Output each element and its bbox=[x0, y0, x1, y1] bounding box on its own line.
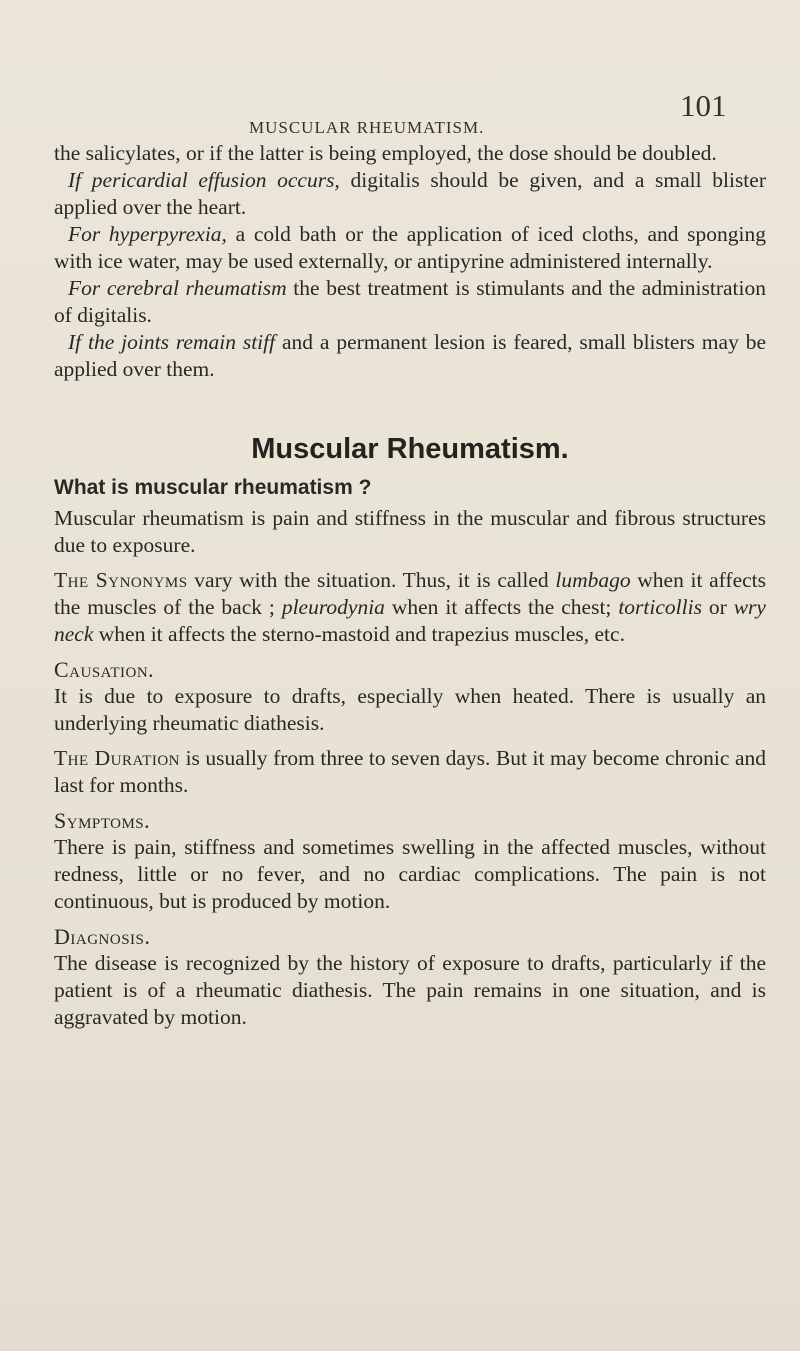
diagnosis-text: The disease is recognized by the history of exposure to drafts, particularly if the patient is of a rheumatic diathesis. The pain remains in one situation, and is aggravated by motion. bbox=[54, 951, 766, 1029]
symptoms-text: There is pain, stiffness and sometimes swelling in the affected muscles, without redness, little or no fever, and no cardiac complications. The pain is not continuous, but is produced by motion. bbox=[54, 835, 766, 913]
lead-pericardial: If pericardial effusion occurs, bbox=[68, 168, 340, 192]
page-header bbox=[0, 88, 800, 137]
paragraph-synonyms bbox=[54, 567, 766, 648]
causation-text: It is due to exposure to drafts, especially when heated. There is usually an underlying rheumatic diathesis. bbox=[54, 684, 766, 735]
page-number: 101 bbox=[680, 88, 727, 123]
paragraph-pericardial bbox=[54, 167, 766, 221]
synonyms-text-3: when it affects the chest; bbox=[384, 595, 619, 619]
question: What is muscular rheumatism ? bbox=[54, 476, 372, 499]
symptoms-title: Symptoms. bbox=[54, 808, 151, 833]
paragraph-hyperpyrexia bbox=[54, 221, 766, 275]
synonyms-text-2: when it affects the muscles of the back ; bbox=[54, 568, 767, 619]
lead-joints: If the joints remain stiff bbox=[68, 330, 276, 354]
section-heading: Muscular Rheumatism. bbox=[251, 433, 569, 465]
text-hyperpyrexia: a cold bath or the application of iced cloths, and sponging with ice water, may be used externally, or antipyrine administered internally. bbox=[54, 222, 767, 273]
paragraph-joints bbox=[54, 329, 766, 383]
synonyms-text-1: vary with the situation. Thus, it is called bbox=[187, 568, 556, 592]
diagnosis-title: Diagnosis. bbox=[54, 924, 151, 949]
text-joints: and a permanent lesion is feared, small blisters may be applied over them. bbox=[54, 330, 766, 381]
text-cerebral: the best treatment is stimulants and the administration of digitalis. bbox=[54, 276, 767, 327]
duration-text: is usually from three to seven days. But it may become chronic and last for months. bbox=[54, 746, 766, 797]
lead-cerebral: For cerebral rheumatism bbox=[68, 276, 287, 300]
synonyms-label: The Synonyms bbox=[54, 568, 188, 592]
answer: Muscular rheumatism is pain and stiffness in the muscular and fibrous structures due to exposure. bbox=[54, 506, 766, 557]
term-wry-neck: wry neck bbox=[54, 595, 766, 646]
paragraph-cerebral bbox=[54, 275, 766, 329]
paragraph-duration bbox=[54, 745, 766, 799]
lead-hyperpyrexia: For hyperpyrexia, bbox=[68, 222, 227, 246]
page-body bbox=[54, 140, 766, 1031]
causation-title: Causation. bbox=[54, 657, 155, 682]
synonyms-text-4: or bbox=[701, 595, 734, 619]
synonyms-text-5: when it affects the sterno-mastoid and trapezius muscles, etc. bbox=[93, 622, 625, 646]
term-pleurodynia: pleurodynia bbox=[281, 595, 385, 619]
term-lumbago: lumbago bbox=[555, 568, 631, 592]
text-pericardial: digitalis should be given, and a small blister applied over the heart. bbox=[54, 168, 766, 219]
running-head: MUSCULAR RHEUMATISM. bbox=[249, 118, 485, 137]
term-torticollis: torticollis bbox=[618, 595, 702, 619]
duration-label: The Duration bbox=[54, 746, 181, 770]
paragraph-salicylates: the salicylates, or if the latter is being employed, the dose should be doubled. bbox=[54, 141, 717, 165]
